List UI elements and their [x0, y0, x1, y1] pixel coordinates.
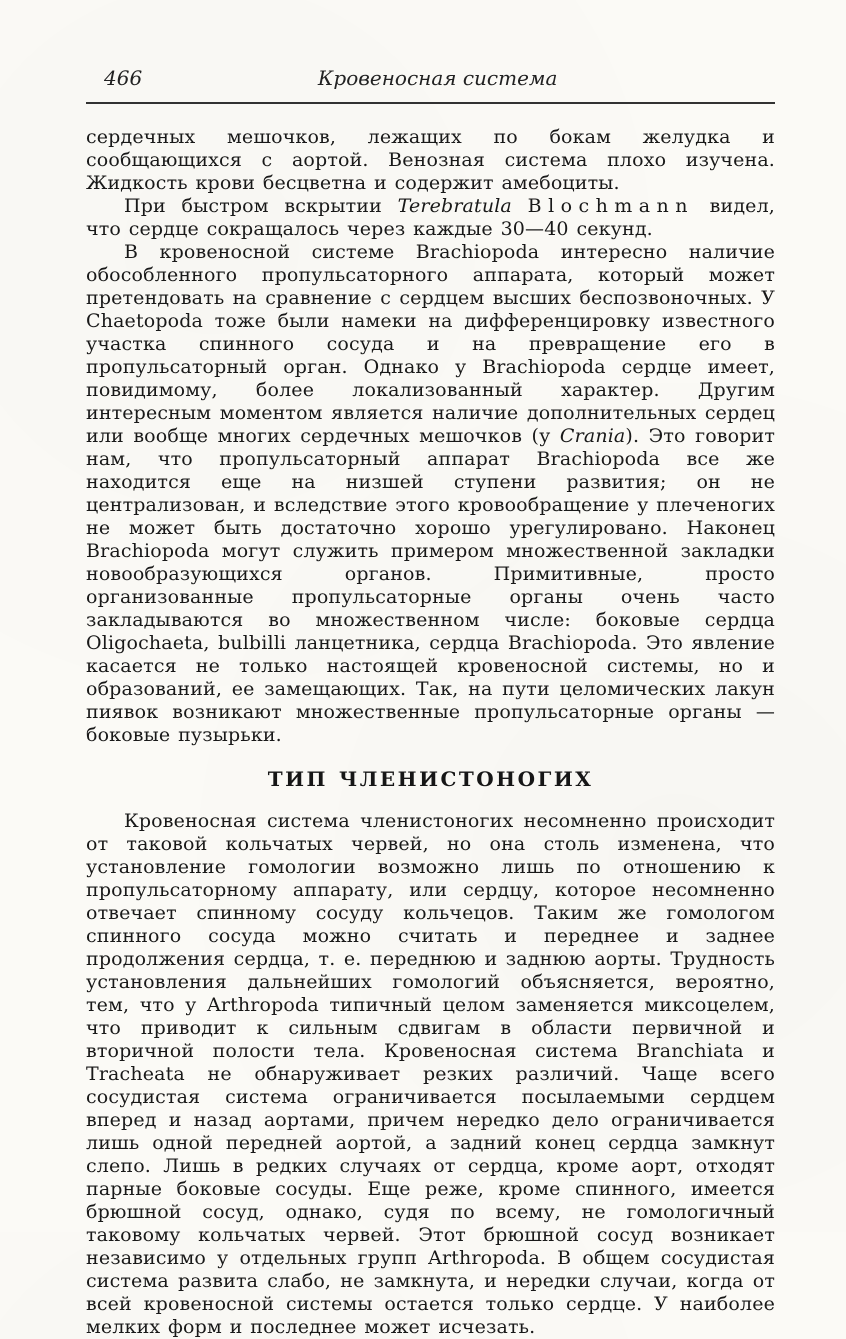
text-run: В кровеносной системе Brachiopoda интересно наличие обособленного пропульсаторного аппарата, который может претендовать на сравнение с сердцем высших беспозвоночных. У Chaetopoda тоже были намеки на дифференцировку известного участка спинного сосуда и на превращение его в пропульсаторный орган. Однако у Brachiopoda сердце имеет, повидимому, более локализованный характер. Другим интересным моментом является наличие дополнительных сердец или вообще многих сердечных мешочков (у: [86, 241, 775, 447]
text-run: сердечных мешочков, лежащих по бокам желудка и сообщающихся с аортой. Венозная система плохо изучена. Жидкость крови бесцветна и содержит амебоциты.: [86, 126, 775, 194]
header-rule: [86, 102, 775, 104]
text-run: ). Это говорит нам, что пропульсаторный аппарат Brachiopoda все же находится еще на низшей ступени развития; он не централизован, и вследствие этого кровообращение у плеченогих не может быть достаточно хорошо урегулировано. Наконец Brachiopoda могут служить примером множественной закладки новообразующихся органов. Примитивные, просто организованные пропульсаторные органы очень часто закладываются во множественном числе: боковые сердца Oligochaeta, bulbilli ланцетника, сердца Brachiopoda. Это явление касается не только настоящей кровеносной системы, но и образований, ее замещающих. Так, на пути целомических лакун пиявок возникают множественные пропульсаторные органы — боковые пузырьки.: [86, 425, 776, 746]
section-heading: ТИП ЧЛЕНИСТОНОГИХ: [267, 767, 594, 791]
paragraph: [86, 126, 775, 195]
page-header: [86, 66, 775, 92]
page-number: 466: [104, 66, 143, 90]
text-run: [512, 195, 528, 217]
paragraph: [86, 810, 775, 1339]
taxon-name: Crania: [559, 425, 626, 447]
body-text: [86, 126, 775, 1339]
author-name: Blochmann: [527, 195, 694, 217]
paragraph: [86, 241, 775, 747]
running-title: Кровеносная система: [317, 66, 558, 90]
text-run: Кровеносная система членистоногих несомненно происходит от таковой кольчатых червей, но она столь изменена, что установление гомологии возможно лишь по отношению к пропульсаторному аппарату, или сердцу, которое несомненно отвечает спинному сосуду кольчецов. Таким же гомологом спинного сосуда можно считать и переднее и заднее продолжения сердца, т. е. переднюю и заднюю аорты. Трудность установления дальнейших гомологий объясняется, вероятно, тем, что у Arthropoda типичный целом заменяется миксоцелем, что приводит к сильным сдвигам в области первичной и вторичной полости тела. Кровеносная система Branchiata и Tracheata не обнаруживает резких различий. Чаще всего сосудистая система ограничивается посылаемыми сердцем вперед и назад аортами, причем нередко дело ограничивается лишь одной передней аортой, а задний конец сердца замкнут слепо. Лишь в редких случаях от сердца, кроме аорт, отходят парные боковые сосуды. Еще реже, кроме спинного, имеется брюшной сосуд, однако, судя по всему, не гомологичный таковому кольчатых червей. Этот брюшной сосуд возникает независимо у отдельных групп Arthropoda. В общем сосудистая система развита слабо, не замкнута, и нередки случаи, когда от всей кровеносной системы остается только сердце. У наиболее мелких форм и последнее может исчезать.: [86, 810, 775, 1338]
text-run: При быстром вскрытии: [124, 195, 398, 217]
text-run: видел, что сердце сокращалось через каждые 30—40 секунд.: [86, 195, 775, 240]
taxon-name: Terebratula: [397, 195, 512, 217]
paragraph: [86, 195, 775, 241]
